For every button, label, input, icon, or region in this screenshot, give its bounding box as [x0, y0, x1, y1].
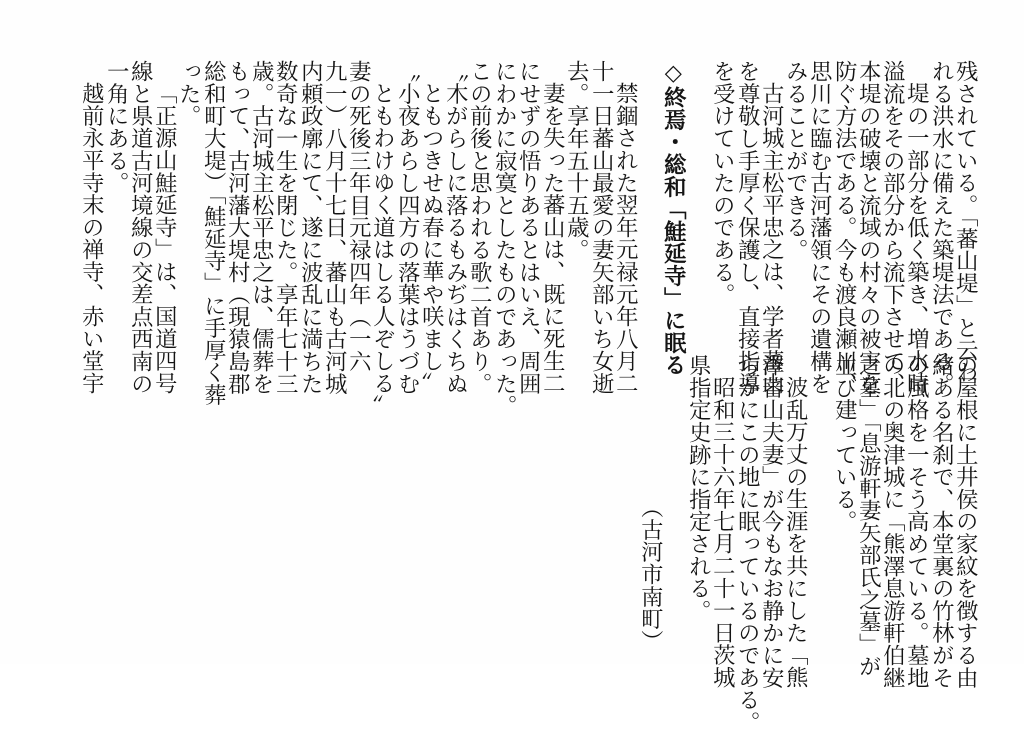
- text-column: の北の奥津城に「熊澤息游軒伯継: [879, 354, 906, 689]
- text-column: らかにこの地に眠っているのである。: [734, 354, 761, 733]
- text-column: を尊敬し手厚く保護し、直接指導: [734, 60, 761, 395]
- poem-line: ともつきせぬ春に華や咲まし〞: [418, 82, 445, 395]
- text-column: 九一）八月十七日、蕃山も古河城: [321, 60, 348, 395]
- text-column: 溢流をその部分から流下させて、: [879, 60, 906, 395]
- text-column: 波乱万丈の生涯を共にした「熊: [782, 376, 809, 689]
- text-column: 並び建っている。: [831, 354, 858, 533]
- text-column: 数奇な一生を閉じた。享年七十三: [272, 60, 299, 395]
- text-column: 妻を失った蕃山は、既に死生二: [539, 82, 566, 395]
- text-column: 本堤の破壊と流域の村々の被害を: [855, 60, 882, 395]
- poem-line: 〝木がらしに落るもみぢはくちぬ: [442, 60, 469, 395]
- text-column: 昭和三十六年七月二十一日茨城: [709, 376, 736, 689]
- text-column: 「正源山鮭延寺」は、国道四号: [151, 82, 178, 395]
- text-column: 禁錮された翌年元禄元年八月二: [612, 82, 639, 395]
- text-column: 防ぐ方法である。今も渡良瀬川、: [831, 60, 858, 395]
- text-column: この前後と思われる歌二首あり。: [466, 60, 493, 395]
- text-column: にわかに寂寞としたものであった。: [491, 60, 518, 417]
- text-column: 一角にある。: [103, 60, 130, 194]
- text-column: 越前永平寺末の禅寺、赤い堂宇: [78, 82, 105, 395]
- poem-line: ともわけゆく道はしる人ぞしる〞: [369, 82, 396, 417]
- section-heading: ◇終焉・総和「鮭延寺」に眠る: [660, 60, 687, 376]
- text-column: 十一日蕃山最愛の妻矢部いち女逝: [588, 60, 615, 395]
- text-column: 妻の死後三年目元禄四年（一六: [345, 60, 372, 373]
- text-column: 堤の一部分を低く築き、増水時: [903, 82, 930, 395]
- text-column: 古河城主松平忠之は、学者蕃山: [758, 82, 785, 395]
- text-column: もって、古河藩大堤村（現猿島郡: [224, 60, 251, 395]
- text-column: の屋根に土井侯の家紋を徴する由: [952, 354, 979, 689]
- text-column: れる洪水に備えた築堤法である。: [928, 60, 955, 395]
- text-column: 残されている。「蕃山堤」と云わ: [952, 60, 979, 384]
- text-column: 線と県道古河境線の交差点西南の: [127, 60, 154, 395]
- source-note: （古河市南町）: [637, 496, 664, 653]
- text-column: った。: [175, 60, 202, 127]
- text-column: の風格を一そう高めている。墓地: [903, 354, 930, 689]
- text-column: 県指定史跡に指定される。: [685, 354, 712, 622]
- text-column: を受けていたのである。: [709, 60, 736, 306]
- text-column: みることができる。: [782, 60, 809, 261]
- poem-line: 〝小夜あらし四方の落葉はうづむ: [394, 60, 421, 395]
- text-column: 思川に臨む古河藩領にその遺構を: [806, 60, 833, 395]
- text-column: 総和町大堤）「鮭延寺」に手厚く葬: [200, 60, 227, 406]
- text-column: 内頼政廓にて、遂に波乱に満ちた: [297, 60, 324, 395]
- text-column: 澤蕃山夫妻」が今もなお静かに安: [758, 354, 785, 689]
- text-column: 歳。古河城主松平忠之は、儒葬を: [248, 60, 275, 395]
- text-column: 去。享年五十五歳。: [563, 60, 590, 261]
- text-column: 緒ある名刹で、本堂裏の竹林がそ: [928, 354, 955, 689]
- text-column: にせずの悟りあるとはいえ、周囲: [515, 60, 542, 395]
- text-column: 之墓」「息游軒妻矢部氏之墓」が: [855, 354, 882, 678]
